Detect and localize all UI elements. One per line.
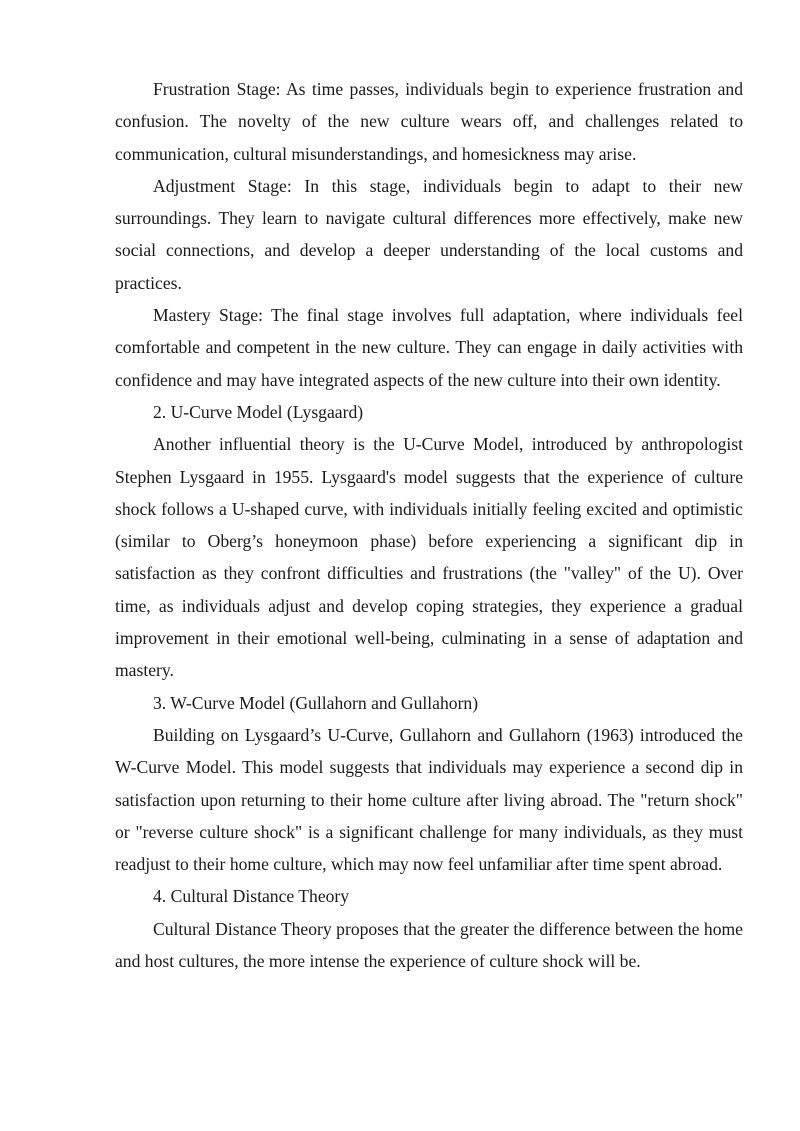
section-heading-u-curve: 2. U-Curve Model (Lysgaard) — [153, 401, 364, 422]
section-heading-cultural-distance: 4. Cultural Distance Theory — [153, 886, 350, 907]
section-heading-w-curve: 3. W-Curve Model (Gullahorn and Gullahorn) — [153, 692, 479, 713]
paragraph-cultural-distance: Cultural Distance Theory proposes that the greater the difference between the home and host cultures, the more intense the experience of culture shock will be. — [115, 918, 743, 972]
paragraph-u-curve-model: Another influential theory is the U-Curve Model, introduced by anthropologist Stephen Lysgaard in 1955. Lysgaard's model suggests that the experience of culture shock follows a U-shaped curve, with individuals initially feeling excited and optimistic (similar to Oberg’s honeymoon phase) before experiencing a significant dip in satisfaction as they confront difficulties and frustrations (the "valley" of the U). Over time, as individuals adjust and develop coping strategies, they experience a gradual improvement in their emotional well-being, culminating in a sense of adaptation and mastery. — [115, 434, 743, 681]
paragraph-adjustment-stage: Adjustment Stage: In this stage, individuals begin to adapt to their new surroundings. They learn to navigate cultural differences more effectively, make new social connections, and develop a deeper understanding of the local customs and practices. — [115, 175, 743, 293]
document-body — [115, 73, 743, 977]
paragraph-w-curve-model: Building on Lysgaard’s U-Curve, Gullahorn and Gullahorn (1963) introduced the W-Curve Model. This model suggests that individuals may experience a second dip in satisfaction upon returning to their home culture after living abroad. The "return shock" or "reverse culture shock" is a significant challenge for many individuals, as they must readjust to their home culture, which may now feel unfamiliar after time spent abroad. — [115, 724, 743, 875]
paragraph-mastery-stage: Mastery Stage: The final stage involves full adaptation, where individuals feel comfortable and competent in the new culture. They can engage in daily activities with confidence and may have integrated aspects of the new culture into their own identity. — [115, 305, 743, 390]
paragraph-frustration-stage: Frustration Stage: As time passes, individuals begin to experience frustration and confusion. The novelty of the new culture wears off, and challenges related to communication, cultural misunderstandings, and homesickness may arise. — [115, 79, 743, 164]
